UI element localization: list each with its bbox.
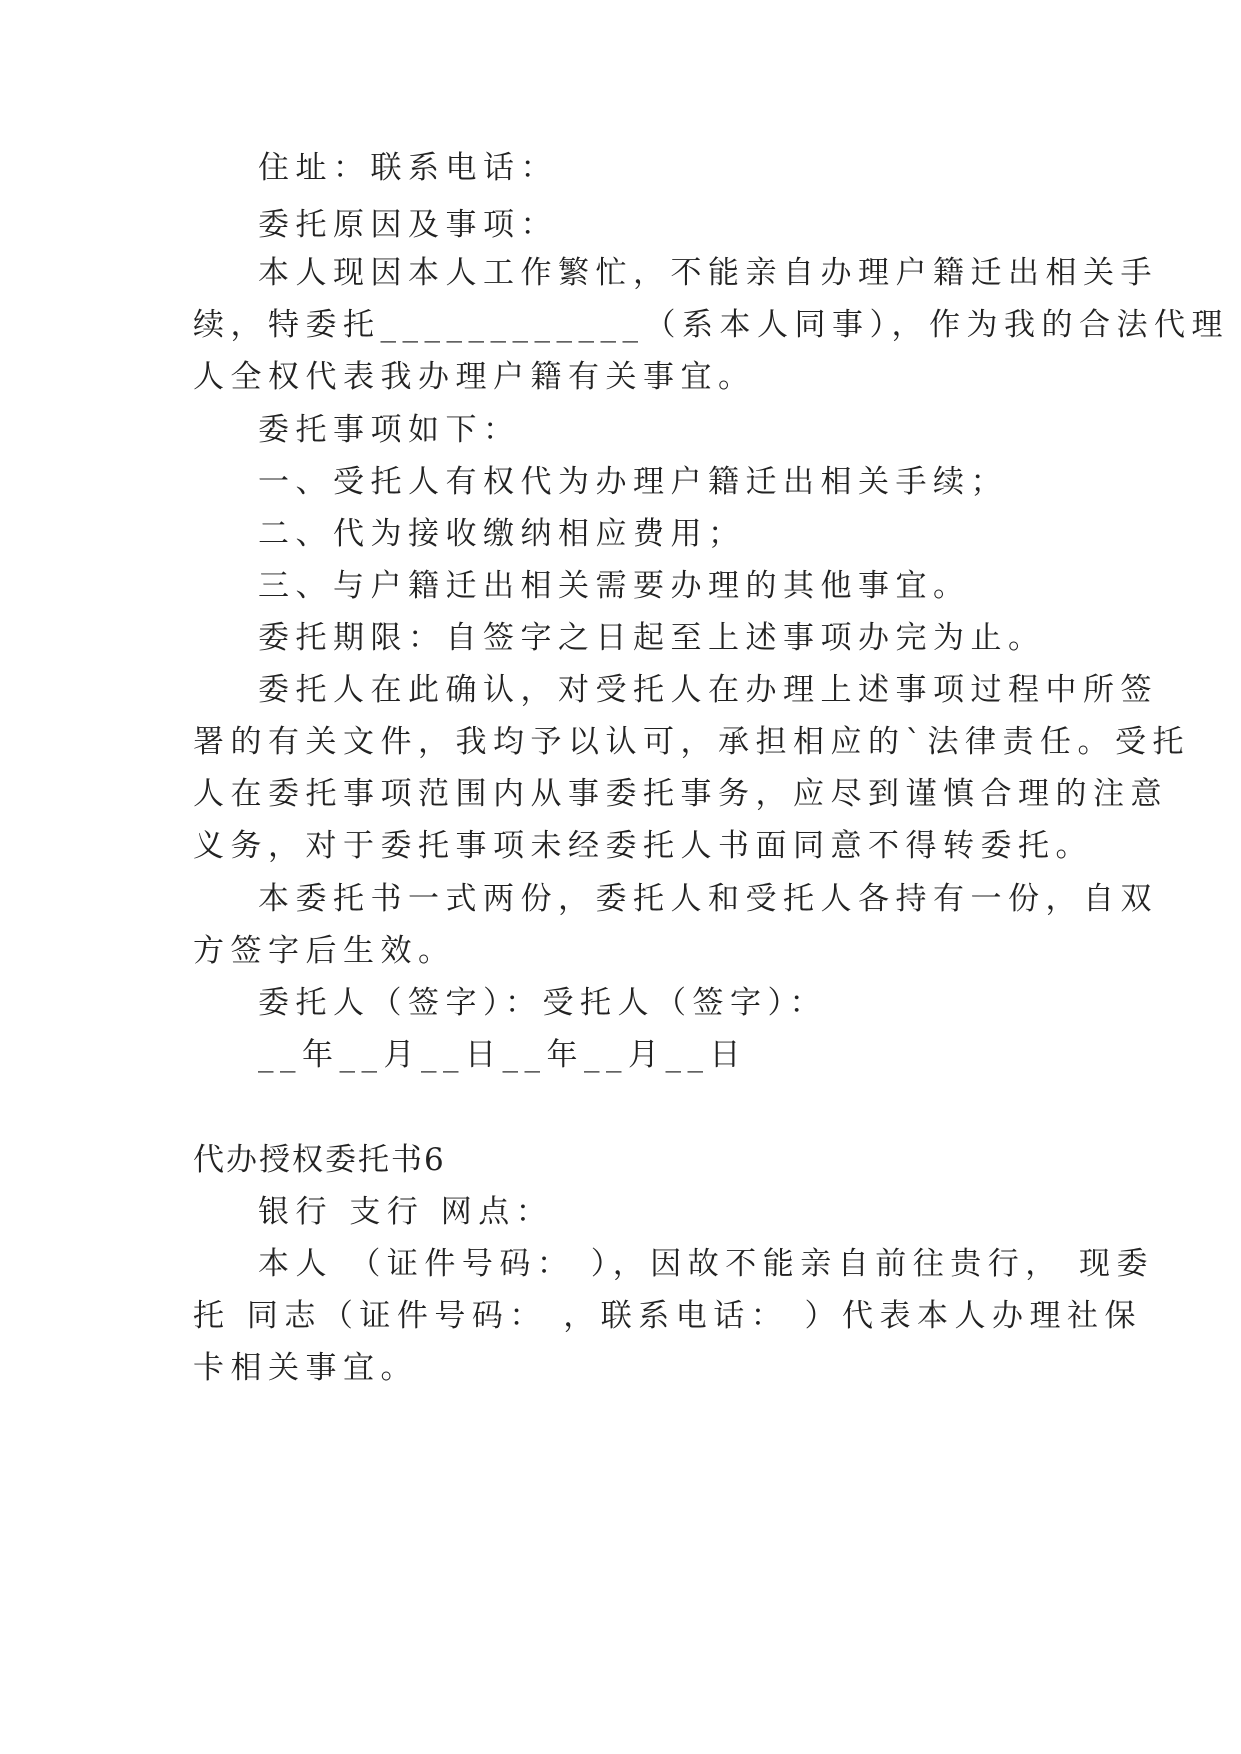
list-item: 三、与户籍迁出相关需要办理的其他事宜。 [258,568,971,604]
paragraph-line: 本人现因本人工作繁忙，不能亲自办理户籍迁出相关手 [258,255,1158,291]
signature-line: 委托人（签字）：受托人（签字）： [258,985,827,1021]
paragraph-line: 人全权代表我办理户籍有关事宜。 [193,359,756,395]
bank-line: 银行 支行 网点： [258,1194,554,1230]
paragraph-line: 委托人在此确认，对受托人在办理上述事项过程中所签 [258,672,1158,708]
date-line: __年__月__日__年__月__日 [258,1037,747,1073]
paragraph-line: 托 同志（证件号码： ，联系电话： ）代表本人办理社保 [193,1298,1143,1334]
term-line: 委托期限：自签字之日起至上述事项办完为止。 [258,620,1046,656]
section-title: 代办授权委托书6 [193,1142,446,1178]
items-heading: 委托事项如下： [258,412,521,448]
list-item: 一、受托人有权代为办理户籍迁出相关手续； [258,464,1008,500]
paragraph-line: 本委托书一式两份，委托人和受托人各持有一份，自双 [258,881,1158,917]
paragraph-line: 方签字后生效。 [193,933,456,969]
paragraph-line: 卡相关事宜。 [193,1350,418,1386]
paragraph-line: 署的有关文件，我均予以认可，承担相应的`法律责任。受托 [193,724,1190,760]
paragraph-line: 本人 （证件号码： ），因故不能亲自前往贵行， 现委 [258,1246,1155,1282]
address-phone-line: 住址：联系电话： [258,150,558,186]
list-item: 二、代为接收缴纳相应费用； [258,516,746,552]
paragraph-line: 义务，对于委托事项未经委托人书面同意不得转委托。 [193,828,1093,864]
paragraph-line: 续，特委托____________（系本人同事），作为我的合法代理 [193,307,1229,343]
paragraph-line: 人在委托事项范围内从事委托事务，应尽到谨慎合理的注意 [193,776,1168,812]
reason-heading: 委托原因及事项： [258,207,558,243]
